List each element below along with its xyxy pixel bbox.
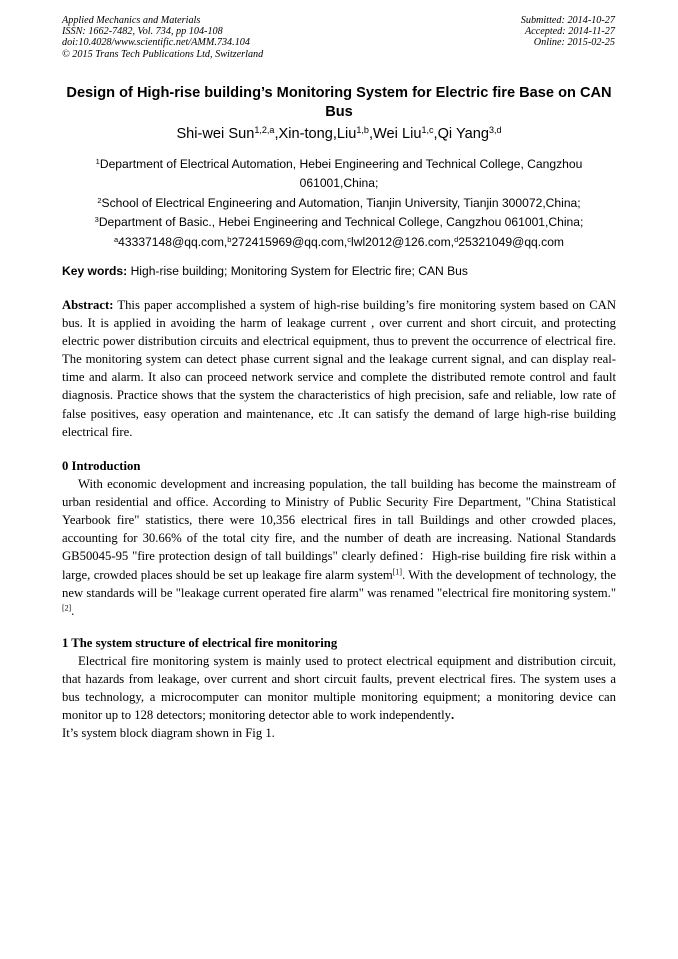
author-affiliation-mark: 1,b [356, 125, 369, 136]
accepted-date: Accepted: 2014-11-27 [524, 26, 615, 38]
section-heading: 1 The system structure of electrical fire monitoring [62, 636, 338, 650]
section-introduction [62, 457, 616, 620]
author-list: Shi-wei Sun$^{1,2,a}$,Xin-tong,Liu$^{1,b}$,Wei Liu$^{1,c}$,Qi Yang$^{3,d}$ [176, 125, 502, 142]
author-name: Xin-tong,Liu [278, 126, 357, 142]
email-address[interactable]: lwl2012@126.com, [351, 234, 455, 249]
keywords-label: Key words: [62, 264, 128, 278]
abstract [62, 296, 616, 441]
affiliation-text: School of Electrical Engineering and Automation, Tianjin University, Tianjin 300072,China; [101, 195, 581, 210]
author-affiliation-mark: 1,2,a [254, 125, 275, 136]
keywords [62, 263, 616, 279]
paper-title: Design of High-rise building’s Monitoring System for Electric fire Base on CAN Bus [66, 85, 612, 120]
paragraph-text: It’s system block diagram shown in Fig 1. [62, 726, 275, 741]
paragraph-text: Electrical fire monitoring system is mainly used to protect electrical equipment and distribution circuit, that hazards from leakage, over current and short circuit faults, prevent electrical fires. The system uses a bus technology, a microcomputer can monitor multiple monitoring equipment; a monitoring device can monitor up to 128 detectors; monitoring detector able to work independently [62, 654, 616, 723]
author-name: Qi Yang [437, 126, 489, 142]
author-name: Shi-wei Sun [176, 126, 255, 142]
email-address[interactable]: 25321049@qq.com [458, 234, 564, 249]
affiliation-text: Department of Basic., Hebei Engineering and Technical College, Cangzhou 061001,China; [98, 215, 584, 230]
affiliation-mark: 2 [97, 195, 102, 205]
paragraph-text: . With the development of technology, the new standards will be "leakage current operated fire alarm" was renamed "electrical fire monitoring system." [62, 567, 616, 600]
journal-info [62, 15, 263, 60]
section-paragraph [62, 475, 616, 620]
paragraph-text: . [451, 708, 455, 723]
author-name: Wei Liu [373, 126, 422, 142]
affiliation-mark: 1 [95, 156, 100, 166]
abstract-label: Abstract: [62, 298, 114, 312]
section-system-structure [62, 634, 616, 743]
doi-line[interactable]: doi:10.4028/www.scientific.net/AMM.734.104 [62, 37, 250, 49]
author-affiliation-mark: 3,d [488, 125, 502, 136]
section-paragraph [62, 652, 616, 742]
affiliation-text: 061001,China; [299, 176, 379, 191]
paragraph-text: With economic development and increasing population, the tall building has become the mainstream of urban residential and office. According to Ministry of Public Security Fire Department, "China Statistical Yearbook fire" statistics, there were 10,356 electrical fires in tall Buildings and other crowded places, accounting for 30.66% of the total city fire, and the number of death are increasing. National Standards GB50045-95 "fire protection design of tall buildings" clearly defined：High-rise building fire risk within a large, crowded places should be set up leakage fire alarm system [62, 477, 616, 582]
affiliation-text: Department of Electrical Automation, Hebei Engineering and Technical College, Cangzhou [99, 157, 583, 171]
online-date: Online: 2015-02-25 [533, 37, 615, 49]
email-mark: b [227, 234, 232, 244]
author-emails [62, 233, 616, 252]
affiliation-3 [62, 213, 616, 232]
email-address[interactable]: 272415969@qq.com, [231, 234, 348, 249]
affiliation-2 [62, 194, 616, 213]
email-mark: d [454, 234, 459, 244]
affiliation-1-cont [62, 174, 616, 193]
email-mark: a [113, 234, 119, 244]
abstract-text: This paper accomplished a system of high-rise building’s fire monitoring system based on CAN bus. It is applied in avoiding the harm of leakage current , over current and short circuit, and protecting electric power distribution circuits and electrical equipment, thus to prevent the occurrence of electrical fire. The monitoring system can detect phase current signal and the leakage current signal, and can display real-time and alarm. It also can proceed network service and complete the distributed remote control and fault diagnosis. Practice shows that the system the characteristics of high precision, safe and reliable, low rate of false positives, easy operation and maintenance, etc .It can satisfy the demand of large high-rise building electrical fire. [62, 298, 616, 439]
journal-name: Applied Mechanics and Materials [62, 15, 201, 26]
affiliation-1 [62, 155, 616, 174]
dates-info [521, 15, 615, 49]
copyright-line: © 2015 Trans Tech Publications Ltd, Switzerland [62, 48, 264, 60]
email-address[interactable]: 43337148@qq.com, [118, 234, 228, 249]
email-mark: c [347, 234, 352, 244]
affiliations [62, 155, 616, 252]
submitted-date: Submitted: 2014-10-27 [520, 15, 615, 26]
paragraph-text: . [71, 603, 75, 618]
keywords-text: High-rise building; Monitoring System for Electric fire; CAN Bus [130, 264, 468, 278]
affiliation-mark: 3 [94, 215, 99, 225]
section-heading: 0 Introduction [62, 459, 141, 473]
author-affiliation-mark: 1,c [421, 125, 434, 136]
citation-ref[interactable]: [2] [62, 603, 72, 613]
issn-line: ISSN: 1662-7482, Vol. 734, pp 104-108 [62, 26, 223, 38]
citation-ref[interactable]: [1] [392, 567, 402, 577]
